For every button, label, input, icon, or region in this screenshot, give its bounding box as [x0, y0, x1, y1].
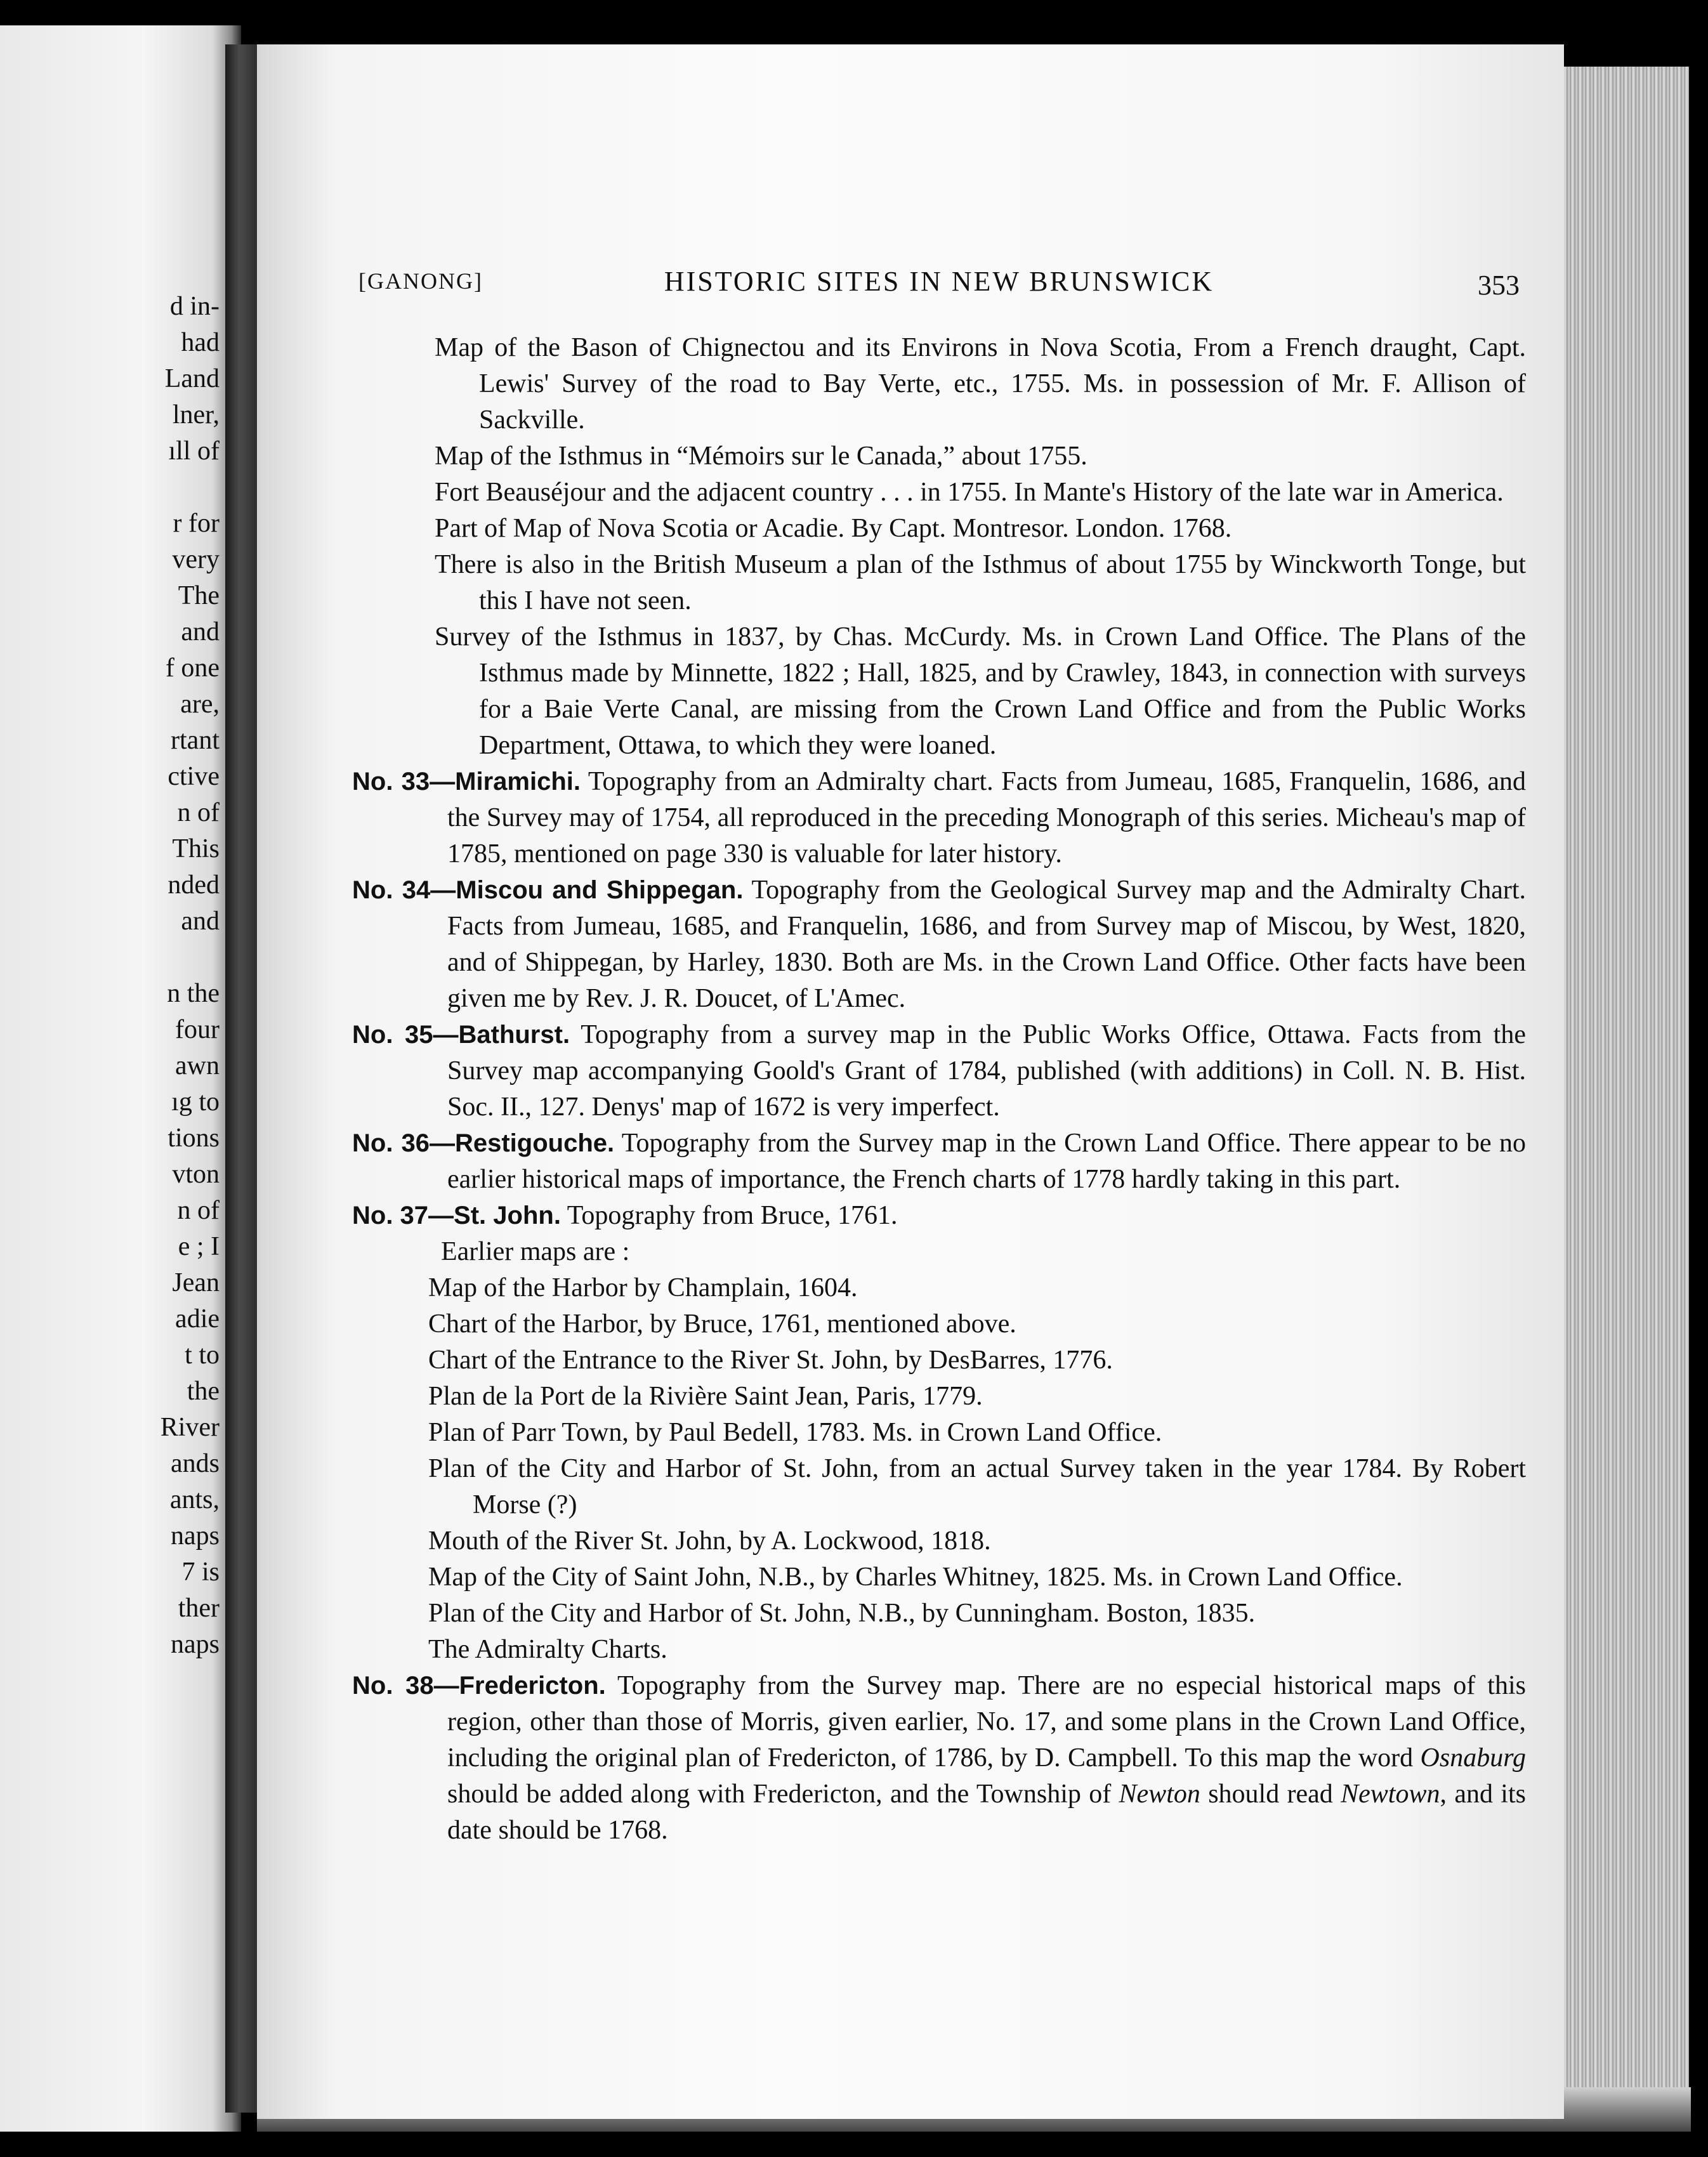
map-listing: There is also in the British Museum a plan of the Isthmus of about 1755 by Winckworth Tonge, but this I have not seen.: [435, 550, 1526, 615]
left-text-fragment: ther: [178, 1594, 220, 1623]
entry-st-john: [352, 1198, 1526, 1234]
left-text-fragment: ctive: [168, 762, 220, 791]
st-john-map: Plan of the City and Harbor of St. John, from an actual Survey taken in the year 1784. By Robert Morse (?): [428, 1454, 1526, 1519]
left-text-fragment: n of: [177, 798, 220, 827]
entry-miscou: [352, 872, 1526, 1017]
left-page-margin: [0, 25, 241, 2132]
entry-place: Restigouche.: [454, 1129, 615, 1157]
left-text-fragment: Jean: [172, 1268, 220, 1297]
entry-text: Topography from Bruce, 1761.: [567, 1201, 898, 1230]
left-text-fragment: are,: [180, 690, 220, 719]
st-john-map: Plan de la Port de la Rivière Saint Jean, Paris, 1779.: [428, 1382, 983, 1411]
st-john-map: Chart of the Harbor, by Bruce, 1761, mentioned above.: [428, 1309, 1016, 1339]
st-john-map: Plan of the City and Harbor of St. John, N.B., by Cunningham. Boston, 1835.: [428, 1599, 1256, 1628]
entry-restigouche: [352, 1125, 1526, 1198]
entry-text: , and its date should be 1768.: [447, 1780, 1526, 1845]
entry-number: No. 36—: [352, 1129, 455, 1157]
left-text-fragment: r for: [173, 509, 220, 538]
left-text-fragment: n the: [167, 979, 220, 1008]
left-text-fragment: ands: [171, 1449, 220, 1478]
entry-place: St. John.: [454, 1202, 561, 1229]
left-text-fragment: vton: [172, 1160, 220, 1189]
left-text-fragment: d in-: [169, 292, 220, 321]
left-text-fragment: nded: [168, 870, 220, 900]
left-text-fragment: The: [178, 581, 220, 610]
left-text-fragment: Land: [164, 364, 220, 393]
entry-text: Topography from an Admiralty chart. Facts from Jumeau, 1685, Franquelin, 1686, and the Survey may of 1754, all reproduced in the preceding Monograph of this series. Micheau's map of 1785, mentioned on page 330 is valuable for later history.: [447, 767, 1526, 869]
map-listing: Map of the Isthmus in “Mémoirs sur le Canada,” about 1755.: [435, 442, 1087, 471]
left-text-fragment: t to: [185, 1341, 220, 1370]
left-text-fragment: naps: [171, 1630, 220, 1659]
author-tag: [GANONG]: [358, 268, 483, 294]
earlier-maps-intro: Earlier maps are :: [441, 1237, 630, 1266]
map-listing: Part of Map of Nova Scotia or Acadie. By Capt. Montresor. London. 1768.: [435, 514, 1232, 543]
left-text-fragment: adie: [175, 1304, 220, 1334]
entry-number: No. 33—: [352, 768, 456, 796]
st-john-map: The Admiralty Charts.: [428, 1635, 667, 1664]
left-text-fragment: and: [181, 617, 220, 646]
entry-italic: Newton: [1119, 1780, 1200, 1809]
left-text-fragment: e ; I: [178, 1232, 220, 1261]
left-text-fragment: River: [160, 1413, 220, 1442]
left-text-fragment: rtant: [171, 726, 220, 755]
entry-text: should be added along with Fredericton, and the Township of: [447, 1780, 1119, 1809]
entry-text: should read: [1200, 1780, 1341, 1809]
left-text-fragment: four: [175, 1015, 220, 1044]
entry-italic: Osnaburg: [1420, 1743, 1526, 1773]
left-text-fragment: ıll of: [168, 436, 220, 466]
left-text-fragment: and: [181, 907, 220, 936]
entry-bathurst: [352, 1017, 1526, 1125]
left-text-fragment: very: [172, 545, 220, 574]
entry-place: Miramichi.: [455, 768, 581, 796]
entry-place: Bathurst.: [458, 1021, 570, 1049]
left-text-fragment: tions: [168, 1124, 220, 1153]
entry-number: No. 38—: [352, 1672, 459, 1700]
entry-number: No. 35—: [352, 1021, 459, 1049]
entry-number: No. 34—: [352, 876, 456, 904]
entry-miramichi: [352, 764, 1526, 872]
entry-text: Topography from the Survey map in the Crown Land Office. There appear to be no earlier historical maps of importance, the French charts of 1778 hardly taking in this part.: [447, 1129, 1527, 1194]
map-listing: Map of the Bason of Chignectou and its Environs in Nova Scotia, From a French draught, Capt. Lewis' Survey of the road to Bay Verte, etc., 1755. Ms. in possession of Mr. F. Allison of Sackville.: [435, 333, 1526, 435]
entry-place: Fredericton.: [459, 1672, 606, 1700]
page-text: [352, 263, 1526, 1849]
st-john-map: Chart of the Entrance to the River St. John, by DesBarres, 1776.: [428, 1346, 1113, 1375]
left-text-fragment: the: [187, 1377, 220, 1406]
st-john-map: Mouth of the River St. John, by A. Lockwood, 1818.: [428, 1526, 991, 1556]
st-john-map: Plan of Parr Town, by Paul Bedell, 1783. Ms. in Crown Land Office.: [428, 1418, 1162, 1447]
st-john-map: Map of the Harbor by Champlain, 1604.: [428, 1273, 858, 1302]
page-title: HISTORIC SITES IN NEW BRUNSWICK: [664, 266, 1214, 297]
left-text-fragment: naps: [171, 1521, 220, 1551]
left-text-fragment: 7 is: [181, 1557, 220, 1587]
left-text-fragment: ıg to: [171, 1087, 220, 1117]
map-listing: Fort Beauséjour and the adjacent country . . . in 1755. In Mante's History of the late war in America.: [435, 478, 1504, 507]
left-text-fragment: awn: [175, 1051, 220, 1080]
map-listing: Survey of the Isthmus in 1837, by Chas. McCurdy. Ms. in Crown Land Office. The Plans of the Isthmus made by Minnette, 1822 ; Hall, 1825, and by Crawley, 1843, in connection with surveys for a Baie Verte Canal, are missing from the Crown Land Office and from the Public Works Department, Ottawa, to which they were loaned.: [435, 622, 1526, 760]
entry-place: Miscou and Shippegan.: [456, 876, 744, 904]
left-text-fragment: ants,: [169, 1485, 220, 1514]
entry-fredericton: [352, 1668, 1526, 1849]
left-text-fragment: f one: [165, 653, 220, 683]
left-text-fragment: lner,: [172, 400, 220, 429]
book-gutter: [225, 44, 260, 2113]
entry-text: Topography from the Survey map. There are no especial historical maps of this region, other than those of Morris, given earlier, No. 17, and some plans in the Crown Land Office, including the original plan of Fredericton, of 1786, by D. Campbell. To this map the word: [447, 1671, 1526, 1773]
entry-number: No. 37—: [352, 1202, 454, 1229]
left-text-fragment: n of: [177, 1196, 220, 1225]
page-edges: [1548, 67, 1689, 2103]
page-number: 353: [1478, 270, 1520, 301]
entry-text: Topography from a survey map in the Public Works Office, Ottawa. Facts from the Survey map accompanying Goold's Grant of 1784, published (with additions) in Coll. N. B. Hist. Soc. II., 127. Denys' map of 1672 is very imperfect.: [447, 1020, 1526, 1122]
left-text-fragment: had: [181, 328, 220, 357]
entry-text: Topography from the Geological Survey map and the Admiralty Chart. Facts from Jumeau, 1685, and Franquelin, 1686, and from Survey map of Miscou, by West, 1820, and of Shippegan, by Harley, 1830. Both are Ms. in the Crown Land Office. Other facts have been given me by Rev. J. R. Doucet, of L'Amec.: [447, 875, 1526, 1013]
left-text-fragment: This: [172, 834, 220, 863]
book-page: [257, 44, 1564, 2119]
entry-italic: Newtown: [1341, 1780, 1440, 1809]
st-john-map: Map of the City of Saint John, N.B., by Charles Whitney, 1825. Ms. in Crown Land Office.: [428, 1563, 1403, 1592]
running-head: [352, 263, 1526, 330]
